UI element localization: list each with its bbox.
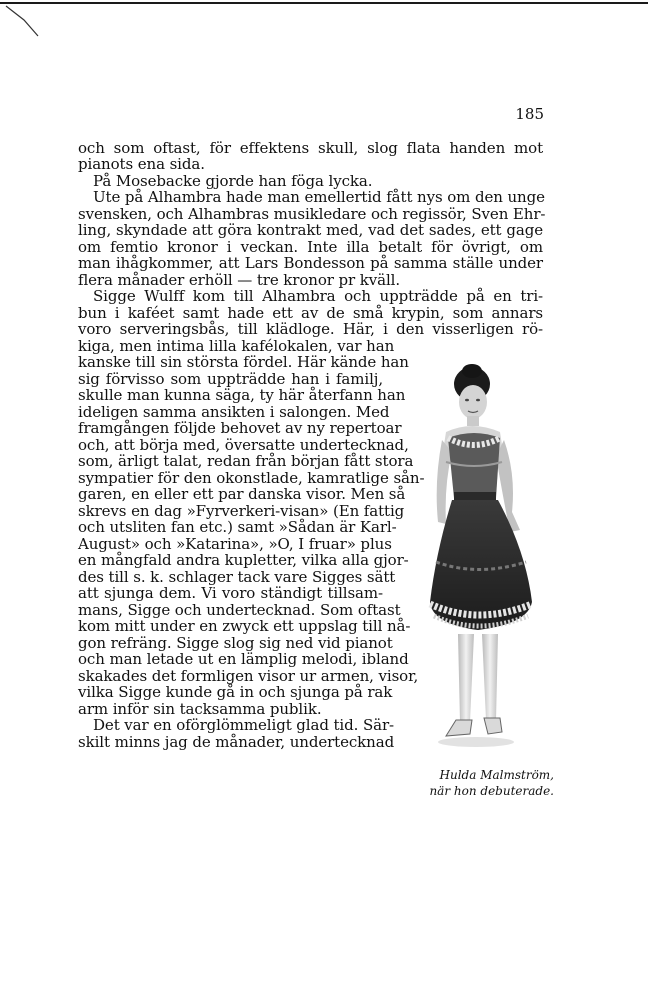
text-line: Ute på Alhambra hade man emellertid fått nys om den unge <box>93 188 545 206</box>
text-line: och som oftast, för effektens skull, slog flata handen mot <box>78 139 543 157</box>
text-line: och utsliten fan etc.) samt »Sådan är Karl- <box>78 518 397 536</box>
text-line: vilka Sigge kunde gå in och sjunga på rak <box>78 683 393 701</box>
text-line: bun i kaféet samt hade ett av de små krypin, som annars <box>78 304 543 322</box>
text-line: svensken, och Alhambras musikledare och regissör, Sven Ehr- <box>78 205 546 223</box>
text-line: sig förvisso som uppträdde han i familj, <box>78 370 383 388</box>
top-border-rule <box>0 2 648 4</box>
text-line: man ihågkommer, att Lars Bondesson på samma ställe under <box>78 254 543 272</box>
text-line: som, ärligt talat, redan från början fått stora <box>78 452 414 470</box>
text-line: kiga, men intima lilla kafélokalen, var han <box>78 337 395 355</box>
text-line: skulle man kunna säga, ty här återfann han <box>78 386 406 404</box>
text-line: skilt minns jag de månader, undertecknad <box>78 733 395 751</box>
text-line: flera månader erhöll — tre kronor pr kväll. <box>78 271 401 289</box>
corner-mark-icon <box>4 4 48 40</box>
text-line: voro serveringsbås, till klädloge. Här, i den visserligen rö- <box>78 320 543 338</box>
text-line: kanske till sin största fördel. Här kände han <box>78 353 409 371</box>
photo-caption-line-1: Hulda Malmström, <box>439 768 554 782</box>
portrait-photo <box>416 362 546 760</box>
text-line: och, att börja med, översatte undertecknad, <box>78 436 409 454</box>
text-line: sympatier för den okonstlade, kamratlige sån- <box>78 469 425 487</box>
text-line: pianots ena sida. <box>78 155 205 173</box>
text-line: Det var en oförglömmeligt glad tid. Sär- <box>93 716 395 734</box>
text-line: På Mosebacke gjorde han föga lycka. <box>93 172 373 190</box>
text-line: om femtio kronor i veckan. Inte illa betalt för övrigt, om <box>78 238 543 256</box>
text-line: garen, en eller ett par danska visor. Men så <box>78 485 406 503</box>
text-line: Sigge Wulff kom till Alhambra och uppträdde på en tri- <box>93 287 543 305</box>
text-line: ideligen samma ansikten i salongen. Med <box>78 403 390 421</box>
text-line: att sjunga dem. Vi voro ständigt tillsam- <box>78 584 383 602</box>
text-line: och man letade ut en lämplig melodi, ibland <box>78 650 409 668</box>
text-line: gon refräng. Sigge slog sig ned vid pianot <box>78 634 393 652</box>
text-line: des till s. k. schlager tack vare Sigges sätt <box>78 568 396 586</box>
text-line: ling, skyndade att göra kontrakt med, vad det sades, ett gage <box>78 221 543 239</box>
page-number: 185 <box>515 105 544 123</box>
text-line: skrevs en dag »Fyrverkeri-visan» (En fattig <box>78 502 405 520</box>
text-line: skakades det formligen visor ur armen, visor, <box>78 667 419 685</box>
text-line: mans, Sigge och undertecknad. Som oftast <box>78 601 401 619</box>
text-line: August» och »Katarina», »O, I fruar» plus <box>78 535 392 553</box>
text-line: kom mitt under en zwyck ett uppslag till nå- <box>78 617 411 635</box>
text-line: en mångfald andra kupletter, vilka alla gjor- <box>78 551 409 569</box>
text-line: arm inför sin tacksamma publik. <box>78 700 322 718</box>
text-line: framgången följde behovet av ny repertoar <box>78 419 402 437</box>
photo-caption-line-2: när hon debuterade. <box>429 784 554 798</box>
